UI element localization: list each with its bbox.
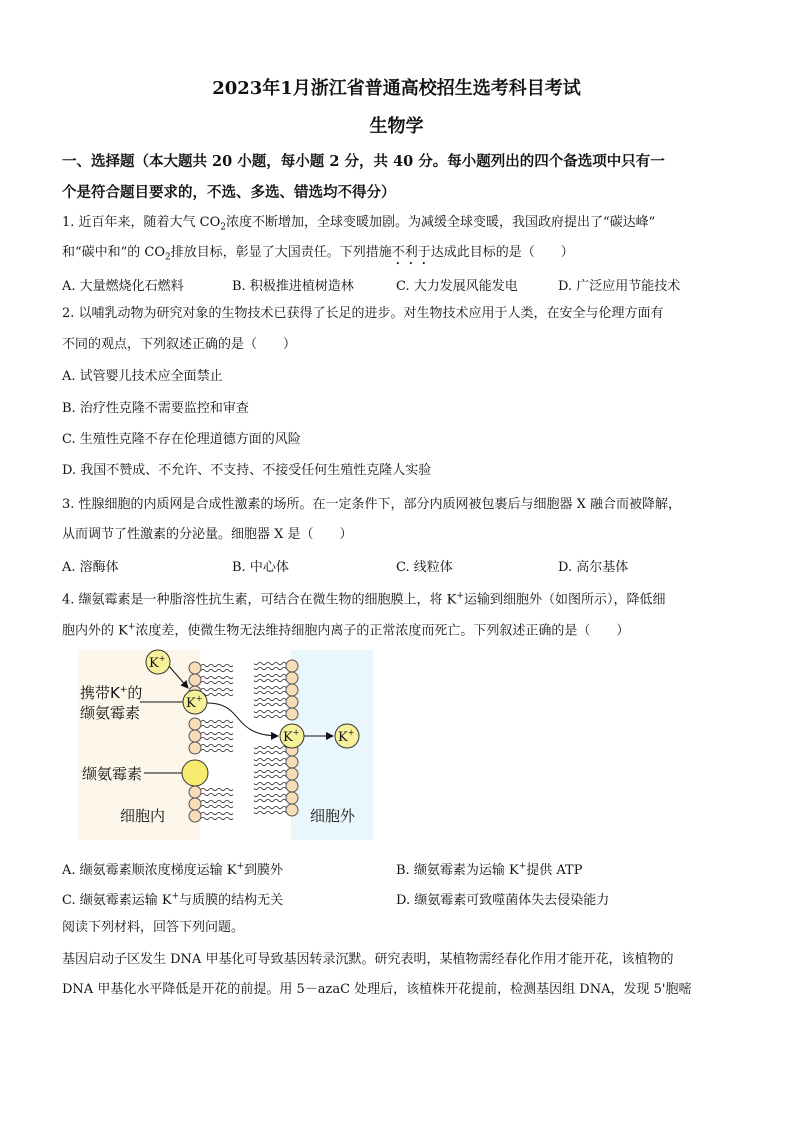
lipid-tail — [201, 744, 233, 747]
potassium-ion — [335, 724, 359, 748]
subscript: 2 — [220, 222, 227, 233]
phospholipid-head — [189, 662, 201, 674]
lipid-tail — [201, 693, 233, 696]
phospholipid-head — [286, 672, 298, 684]
lipid-tail — [201, 805, 233, 808]
section-heading-line1: 一、选择题（本大题共 20 小题，每小题 2 分，共 40 分。每小题列出的四个备选项中只有一 — [62, 153, 665, 170]
phospholipid-head — [189, 742, 201, 754]
valinomycin-molecule — [182, 760, 208, 786]
phospholipid-head — [286, 684, 298, 696]
superscript: + — [127, 622, 136, 632]
q4-text: 运输到细胞外（如图所示），降低细 — [463, 592, 666, 608]
subject-title: 生物学 — [369, 116, 424, 137]
q3-option-a: A. 溶酶体 — [62, 560, 119, 575]
lipid-tail — [201, 732, 233, 735]
lipid-tail — [254, 715, 286, 718]
lipid-tail — [254, 787, 286, 790]
q2-text: 2. 以哺乳动物为研究对象的生物技术已获得了长足的进步。对生物技术应用于人类，在安全与伦理方面有 — [62, 306, 664, 321]
svg-text:K+: K+ — [338, 728, 355, 745]
outside-label: 细胞外 — [310, 807, 356, 825]
lipid-tail — [254, 674, 286, 677]
reading-intro: 阅读下列材料，回答下列问题。 — [62, 920, 245, 935]
lipid-tail — [254, 806, 286, 809]
lipid-tail — [254, 770, 286, 773]
phospholipid-head — [189, 674, 201, 686]
lipid-tail — [254, 794, 286, 797]
lipid-tail — [254, 691, 286, 694]
lipid-tail — [254, 799, 286, 802]
carrier-label: 缬氨霉素 — [80, 704, 141, 722]
svg-text:K+: K+ — [283, 728, 300, 745]
q4-option-b: B. 缬氨霉素为运输 K+提供 ATP — [396, 861, 583, 878]
lipid-tail — [254, 763, 286, 766]
valinomycin-label: 缬氨霉素 — [82, 765, 143, 783]
lipid-tail — [254, 751, 286, 754]
lipid-tail — [254, 758, 286, 761]
q2-option-d: D. 我国不赞成、不允许、不支持、不接受任何生殖性克隆人实验 — [62, 463, 432, 478]
q3-text: 3. 性腺细胞的内质网是合成性激素的场所。在一定条件下，部分内质网被包裹后与细胞器 X 融合而被降解， — [62, 497, 682, 512]
exam-title: 2023年1月浙江省普通高校招生选考科目考试 — [212, 78, 581, 99]
lipid-tail — [254, 746, 286, 749]
lipid-tail — [254, 775, 286, 778]
phospholipid-head — [189, 786, 201, 798]
q1-option-a: A. 大量燃烧化石燃料 — [62, 279, 184, 294]
q1-option-c: C. 大力发展风能发电 — [396, 279, 518, 294]
lipid-tail — [201, 669, 233, 672]
q3-option-c: C. 线粒体 — [396, 560, 453, 575]
lipid-tail — [201, 664, 233, 667]
lipid-tail — [201, 800, 233, 803]
q3-option-d: D. 高尔基体 — [558, 560, 629, 575]
inside-label: 细胞内 — [120, 807, 166, 825]
q4-option-a: A. 缬氨霉素顺浓度梯度运输 K+到膜外 — [62, 861, 284, 878]
lipid-tail — [201, 720, 233, 723]
section-heading-line2: 个是符合题目要求的，不选、多选、错选均不得分） — [62, 184, 396, 201]
phospholipid-head — [189, 718, 201, 730]
q4-text: 4. 缬氨霉素是一种脂溶性抗生素，可结合在微生物的细胞膜上，将 K — [62, 592, 457, 608]
lipid-tail — [254, 679, 286, 682]
q2-option-a: A. 试管婴儿技术应全面禁止 — [62, 369, 223, 384]
q4-option-c: C. 缬氨霉素运输 K+与质膜的结构无关 — [62, 891, 284, 908]
carrier-label: 携带K+的 — [80, 684, 143, 702]
q1-text: 和“碳中和”的 CO — [62, 245, 166, 260]
lipid-tail — [254, 698, 286, 701]
lipid-tail — [201, 688, 233, 691]
lipid-tail — [201, 676, 233, 679]
phospholipid-head — [286, 660, 298, 672]
lipid-tail — [254, 710, 286, 713]
lipid-tail — [254, 662, 286, 665]
svg-text:K+: K+ — [149, 654, 166, 671]
q1-text: 达成此目标的是（ ） — [430, 245, 574, 260]
phospholipid-head — [189, 810, 201, 822]
q1-text: 1. 近百年来，随着大气 CO — [62, 215, 221, 230]
phospholipid-head — [286, 804, 298, 816]
q1-text: 排放目标，彰显了大国责任。下列措施 — [170, 245, 392, 260]
valinomycin-k-complex — [183, 690, 207, 714]
phospholipid-head — [286, 780, 298, 792]
lipid-tail — [201, 817, 233, 820]
phospholipid-head — [189, 730, 201, 742]
phospholipid-head — [286, 756, 298, 768]
reading-text: DNA 甲基化水平降低是开花的前提。用 5－azaC 处理后，该植株开花提前，检测基因组 DNA，发现 5'胞嘧 — [62, 982, 692, 997]
valinomycin-membrane-diagram — [70, 640, 390, 850]
lipid-tail — [201, 812, 233, 815]
lipid-tail — [254, 811, 286, 814]
lipid-tail — [254, 703, 286, 706]
phospholipid-head — [286, 708, 298, 720]
q3-option-b: B. 中心体 — [232, 560, 289, 575]
superscript: + — [456, 591, 464, 601]
potassium-ion — [146, 650, 170, 674]
lipid-tail — [254, 686, 286, 689]
phospholipid-head — [189, 798, 201, 810]
lipid-tail — [254, 782, 286, 785]
q2-option-b: B. 治疗性克隆不需要监控和审查 — [62, 401, 249, 416]
lipid-tail — [201, 681, 233, 684]
q2-option-c: C. 生殖性克隆不存在伦理道德方面的风险 — [62, 432, 301, 447]
emphasized-text: 不利于 — [391, 245, 431, 260]
q3-text: 从而调节了性激素的分泌量。细胞器 X 是（ ） — [62, 527, 353, 542]
q1-option-b: B. 积极推进植树造林 — [232, 279, 354, 294]
lipid-tail — [201, 737, 233, 740]
lipid-tail — [201, 725, 233, 728]
lipid-tail — [201, 793, 233, 796]
phospholipid-head — [286, 696, 298, 708]
lipid-tail — [254, 667, 286, 670]
phospholipid-head — [286, 792, 298, 804]
reading-text: 基因启动子区发生 DNA 甲基化可导致基因转录沉默。研究表明，某植物需经春化作用才能开花，该植物的 — [62, 952, 674, 967]
arrow — [207, 703, 278, 736]
q4-text: 胞内外的 K — [62, 623, 128, 639]
q4-text: 浓度差，使微生物无法维持细胞内离子的正常浓度而死亡。下列叙述正确的是（ ） — [135, 623, 630, 639]
phospholipid-head — [286, 768, 298, 780]
q4-option-d: D. 缬氨霉素可致噬菌体失去侵染能力 — [396, 893, 610, 908]
svg-text:K+: K+ — [186, 694, 203, 711]
q1-text: 浓度不断增加，全球变暖加剧。为减缓全球变暖，我国政府提出了“碳达峰” — [226, 215, 656, 230]
subscript: 2 — [165, 252, 171, 263]
lipid-tail — [201, 788, 233, 791]
lipid-tail — [201, 749, 233, 752]
valinomycin-k-complex — [280, 724, 304, 748]
q2-text: 不同的观点，下列叙述正确的是（ ） — [62, 337, 297, 352]
q1-option-d: D. 广泛应用节能技术 — [558, 279, 681, 294]
